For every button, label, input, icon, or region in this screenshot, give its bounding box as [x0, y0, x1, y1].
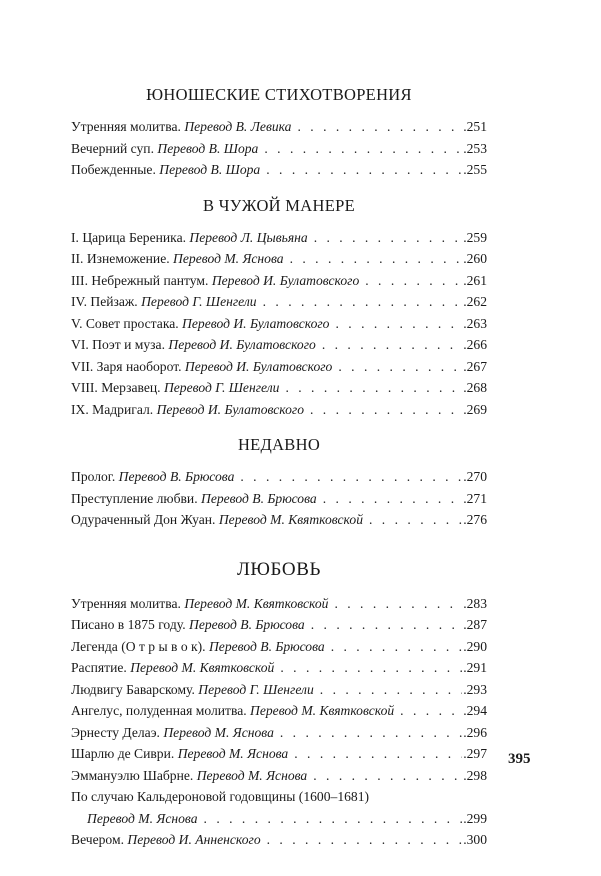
entry-translator: Перевод В. Брюсова: [201, 490, 317, 506]
toc-section: [71, 197, 487, 421]
entry-translator: Перевод М. Квятковской: [218, 512, 363, 527]
entry-title: VIII. Мерзавец.: [71, 380, 164, 395]
leader-dots: [400, 700, 462, 722]
leader-dots: [294, 743, 462, 765]
leader-dots: [280, 722, 462, 744]
leader-dots: [297, 116, 462, 138]
toc-entry: [71, 636, 487, 658]
section-title: НЕДАВНО: [237, 435, 321, 454]
entry-translator: Перевод И. Анненского: [127, 832, 261, 847]
entry-page: .271: [463, 490, 487, 506]
love-entries: [71, 593, 487, 787]
entry-title: I. Царица Береника.: [71, 229, 190, 245]
toc-entry: [71, 488, 487, 510]
entry-title: V. Совет простака.: [71, 315, 183, 331]
entry-title: Людвигу Баварскому.: [71, 681, 199, 697]
entry-title: Шарлю де Сиври.: [71, 746, 178, 761]
entry-translator: Перевод В. Левика: [184, 119, 292, 134]
entry-title: Пролог.: [71, 469, 119, 484]
leader-dots: [338, 356, 462, 378]
entry-page: .291: [463, 660, 487, 675]
leader-dots: [323, 488, 462, 510]
entry-page: .298: [463, 767, 487, 783]
entry-title: Утренняя молитва.: [71, 119, 185, 134]
toc-entry: [71, 291, 487, 313]
entry-title: Писано в 1875 году.: [71, 617, 189, 632]
entry-page: .268: [463, 380, 487, 395]
entry-page: .263: [463, 315, 487, 331]
entry-translator: Перевод И. Булатовского: [184, 358, 333, 374]
toc-entry: [71, 116, 487, 138]
entry-translator: Перевод М. Квятковской: [184, 595, 329, 611]
leader-dots: [267, 829, 463, 851]
entry-translator: Перевод М. Квятковской: [250, 703, 395, 718]
section-love: [71, 559, 487, 851]
toc-section: [71, 436, 487, 531]
toc-entry: [71, 509, 487, 531]
section-title: В ЧУЖОЙ МАНЕРЕ: [203, 195, 355, 215]
entry-title: Вечерний суп.: [71, 140, 158, 156]
entry-title: По случаю Кальдероновой годовщины (1600–1681): [71, 789, 370, 804]
entry-translator: Перевод Л. Цывьяна: [189, 229, 308, 245]
leader-dots: [240, 466, 462, 488]
leader-dots: [311, 614, 462, 636]
entry-page: .293: [463, 681, 487, 697]
toc-entry: [71, 138, 487, 160]
toc-entry: [71, 159, 487, 181]
entry-title: Утренняя молитва.: [71, 595, 185, 611]
toc-entry: [71, 399, 487, 421]
toc-entry: [71, 722, 487, 744]
entry-translator: Перевод М. Яснова: [173, 251, 284, 266]
entry-page: .262: [463, 294, 487, 309]
entry-translator: Перевод В. Брюсова: [189, 617, 305, 632]
entry-title: Легенда (О т р ы в о к).: [71, 638, 209, 654]
leader-dots: [331, 636, 463, 658]
toc-section: [71, 86, 487, 181]
leader-dots: [263, 291, 463, 313]
entry-translator: Перевод М. Квятковской: [130, 660, 275, 675]
leader-dots: [290, 248, 463, 270]
leader-dots: [322, 334, 462, 356]
entry-translator: Перевод Г. Шенгели: [163, 380, 280, 395]
entry-page: .261: [463, 272, 487, 288]
entry-page: .300: [463, 832, 487, 847]
leader-dots: [313, 765, 462, 787]
toc-sections: [71, 86, 487, 531]
toc-entry: [71, 743, 487, 765]
entry-title: Ангелус, полуденная молитва.: [71, 703, 251, 718]
toc-entry: [71, 227, 487, 249]
entry-page: .267: [463, 358, 487, 374]
toc-entry: [71, 377, 487, 399]
entry-translator: Перевод В. Брюсова: [118, 469, 235, 484]
entry-title: Вечером.: [71, 832, 128, 847]
leader-dots: [264, 138, 462, 160]
toc-entry: [71, 593, 487, 615]
entry-translator: Перевод М. Яснова: [196, 767, 308, 783]
leader-dots: [334, 593, 462, 615]
leader-dots: [266, 159, 462, 181]
entry-title: Распятие.: [71, 660, 131, 675]
toc-entry: [71, 466, 487, 488]
entry-page: .294: [463, 703, 487, 718]
entry-translator: Перевод В. Брюсова: [208, 638, 325, 654]
leader-dots: [320, 679, 462, 701]
entry-title: VI. Поэт и муза.: [71, 337, 169, 352]
leader-dots: [204, 808, 463, 830]
entry-page: .255: [463, 162, 487, 177]
entry-page: .266: [463, 337, 487, 352]
entry-translator: Перевод И. Булатовского: [182, 315, 330, 331]
entry-page: .276: [463, 512, 487, 527]
entry-page: .283: [463, 595, 487, 611]
entry-translator: Перевод Г. Шенгели: [141, 294, 257, 309]
entry-title: Одураченный Дон Жуан.: [71, 512, 219, 527]
leader-dots: [335, 313, 462, 335]
page-number: 395: [508, 751, 531, 767]
toc-entry: [71, 679, 487, 701]
section-title: ЛЮБОВЬ: [236, 558, 322, 580]
entry-page: .297: [463, 746, 487, 761]
entry-page: .270: [463, 469, 487, 484]
leader-dots: [365, 270, 462, 292]
toc-entry: [71, 334, 487, 356]
toc-entry: [71, 248, 487, 270]
entry-translator: Перевод И. Булатовского: [211, 272, 360, 288]
leader-dots: [280, 657, 462, 679]
entry-page: .259: [463, 229, 487, 245]
entry-title: II. Изнеможение.: [71, 251, 174, 266]
section-title: ЮНОШЕСКИЕ СТИХОТВОРЕНИЯ: [146, 85, 412, 104]
entry-title: VII. Заря наоборот.: [71, 358, 185, 374]
entry-translator: Перевод В. Шора: [157, 140, 259, 156]
toc-entry: [71, 614, 487, 636]
entry-page: .253: [463, 140, 487, 156]
toc-entry: [71, 356, 487, 378]
entry-page: .287: [463, 617, 487, 632]
entry-title: Побежденные.: [71, 162, 160, 177]
entry-page: .299: [463, 810, 487, 826]
entry-title: Эммануэлю Шабрне.: [71, 767, 197, 783]
entry-page: .290: [463, 638, 487, 654]
toc-entry: [71, 700, 487, 722]
entry-translator: Перевод М. Яснова: [177, 746, 289, 761]
entry-title: Эрнесту Делаэ.: [71, 724, 164, 740]
entry-title: III. Небрежный пантум.: [71, 272, 212, 288]
toc-entry: [71, 657, 487, 679]
entry-translator: Перевод М. Яснова: [163, 724, 274, 740]
entry-page: .296: [463, 724, 487, 740]
entry-translator: Перевод И. Булатовского: [156, 401, 304, 417]
toc-entry: [71, 829, 487, 851]
entry-title: IX. Мадригал.: [71, 401, 157, 417]
toc-entry: [71, 765, 487, 787]
toc-entry: [71, 270, 487, 292]
entry-continuation: [71, 808, 487, 830]
entry-page: .269: [463, 401, 487, 417]
toc-entry: [71, 313, 487, 335]
entry-translator: Перевод М. Яснова: [87, 810, 198, 826]
entry-title: Преступление любви.: [71, 490, 201, 506]
entry-translator: Перевод И. Булатовского: [168, 337, 316, 352]
leader-dots: [285, 377, 462, 399]
toc-entry-multiline: [71, 786, 487, 829]
entry-title: IV. Пейзаж.: [71, 294, 142, 309]
table-of-contents: [71, 86, 487, 867]
leader-dots: [310, 399, 462, 421]
entry-translator: Перевод В. Шора: [159, 162, 261, 177]
leader-dots: [314, 227, 463, 249]
leader-dots: [369, 509, 462, 531]
entry-translator: Перевод Г. Шенгели: [198, 681, 314, 697]
entry-page: .260: [463, 251, 487, 266]
entry-page: .251: [463, 119, 487, 134]
